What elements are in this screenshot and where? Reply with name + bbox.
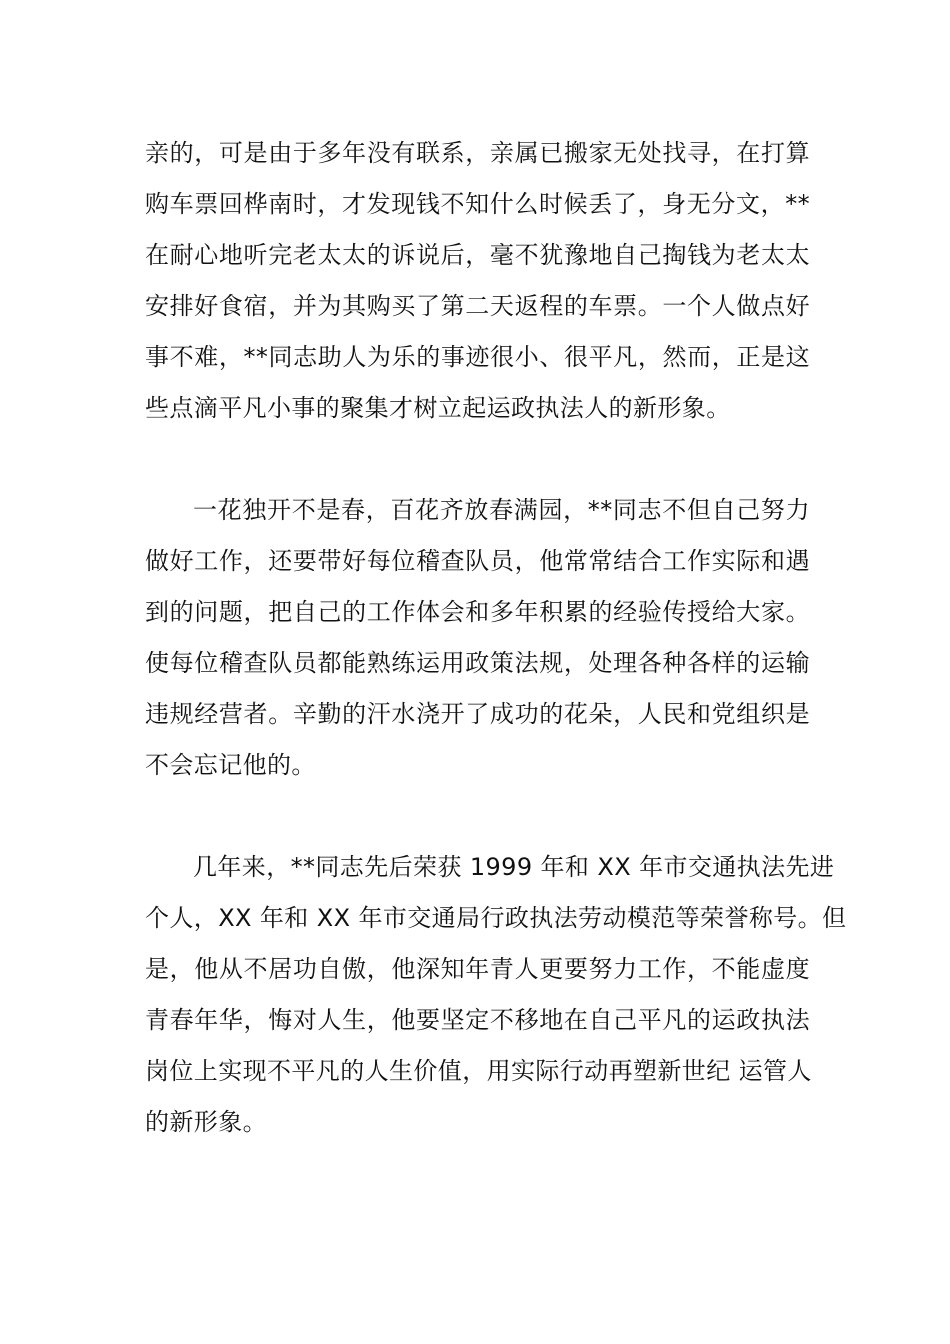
- text-line: 岗位上实现不平凡的人生价值，用实际行动再塑新世纪 运管人: [145, 1057, 812, 1085]
- document-body: [145, 128, 847, 1148]
- paragraph-2: [145, 485, 810, 791]
- text-line: 不会忘记他的。: [145, 751, 316, 779]
- text-line: 在耐心地听完老太太的诉说后，毫不犹豫地自己掏钱为老太太: [145, 241, 810, 269]
- paragraph-3: [145, 842, 847, 1148]
- text-line: 青春年华，悔对人生，他要坚定不移地在自己平凡的运政执法: [145, 1006, 810, 1034]
- text-line: 到的问题，把自己的工作体会和多年积累的经验传授给大家。: [145, 598, 810, 626]
- paragraph-1: [145, 128, 810, 434]
- text-line: 违规经营者。辛勤的汗水浇开了成功的花朵，人民和党组织是: [145, 700, 810, 728]
- text-line: 做好工作，还要带好每位稽查队员，他常常结合工作实际和遇: [145, 547, 810, 575]
- text-line: 安排好食宿，并为其购买了第二天返程的车票。一个人做点好: [145, 292, 810, 320]
- text-line: 购车票回桦南时，才发现钱不知什么时候丢了，身无分文，**: [145, 190, 810, 218]
- text-line: 的新形象。: [145, 1108, 267, 1136]
- text-line: 使每位稽查队员都能熟练运用政策法规，处理各种各样的运输: [145, 649, 810, 677]
- text-line: 是，他从不居功自傲，他深知年青人更要努力工作，不能虚度: [145, 955, 810, 983]
- text-line: 些点滴平凡小事的聚集才树立起运政执法人的新形象。: [145, 394, 731, 422]
- text-line: 个人，XX 年和 XX 年市交通局行政执法劳动模范等荣誉称号。但: [145, 904, 847, 932]
- text-line: 几年来，**同志先后荣获 1999 年和 XX 年市交通执法先进: [193, 853, 835, 881]
- text-line: 事不难，**同志助人为乐的事迹很小、很平凡，然而，正是这: [145, 343, 810, 371]
- text-line: 亲的，可是由于多年没有联系，亲属已搬家无处找寻，在打算: [145, 139, 810, 167]
- text-line: 一花独开不是春，百花齐放春满园，**同志不但自己努力: [193, 496, 810, 524]
